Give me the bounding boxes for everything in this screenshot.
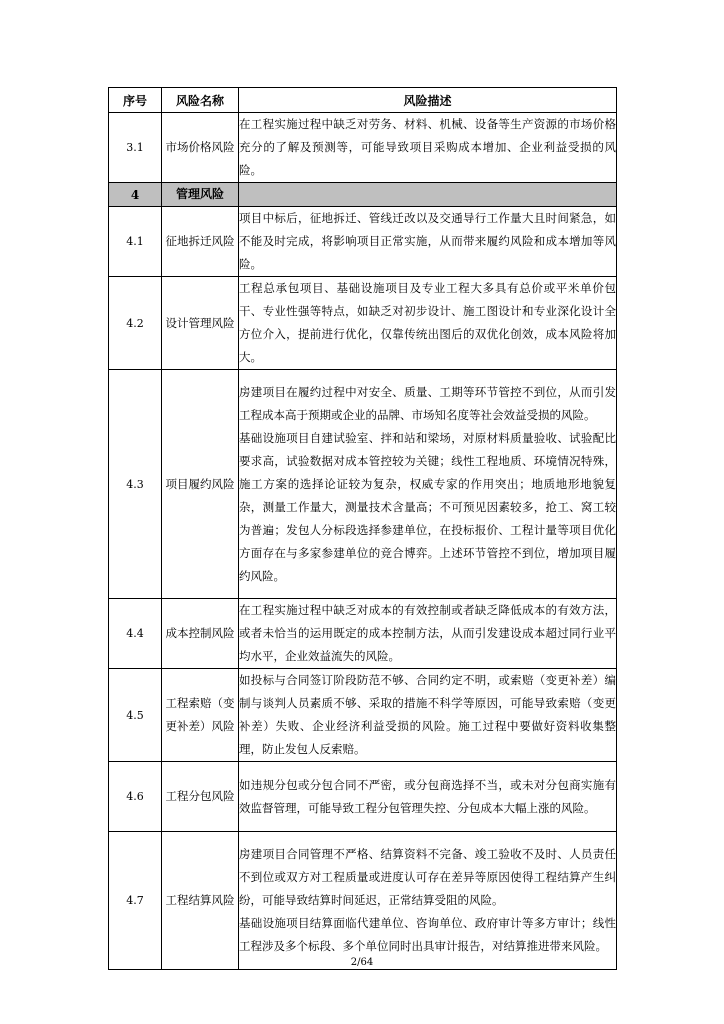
desc-paragraph: 基础设施项目自建试验室、拌和站和梁场，对原材料质量验收、试验配比要求高，试验数据对成本管控较为关键；线性工程地质、环境情况特殊，施工方案的选择论证较为复杂，权威专家的作用突出；地质地形地貌复杂，测量工作量大，测量技术含量高；不可预见因素较多，抢工、窝工较为普遍；发包人分标段选择参建单位，在投标报价、工程计量等项目优化方面存在与多家参建单位的竞合博弈。上述环节管控不到位，增加项目履约风险。 xyxy=(239,430,616,583)
page-number: 2/64 xyxy=(350,957,374,968)
table-row xyxy=(109,832,617,970)
row-risk-desc xyxy=(239,113,617,183)
row-risk-desc xyxy=(239,599,617,669)
table-row xyxy=(109,599,617,669)
table-row xyxy=(109,669,617,762)
table-row xyxy=(109,113,617,183)
section-name: 管理风险 xyxy=(162,183,239,207)
header-no: 序号 xyxy=(109,88,162,113)
row-risk-name: 市场价格风险 xyxy=(162,113,239,183)
desc-paragraph: 工程总承包项目、基础设施项目及专业工程大多具有总价或平米单价包干、专业性强等特点，如缺乏对初步设计、施工图设计和专业深化设计全方位介入，提前进行优化，仅靠传统出图后的双优化创效，成本风险将加大。 xyxy=(239,281,616,364)
row-risk-desc xyxy=(239,832,617,970)
row-risk-desc xyxy=(239,669,617,762)
row-no: 4.5 xyxy=(109,669,162,762)
row-no: 4.3 xyxy=(109,370,162,599)
desc-paragraph: 在工程实施过程中缺乏对成本的有效控制或者缺乏降低成本的有效方法，或者未恰当的运用既定的成本控制方法，从而引发建设成本超过同行业平均水平，企业效益流失的风险。 xyxy=(239,603,616,663)
row-risk-desc xyxy=(239,370,617,599)
section-desc xyxy=(239,183,617,207)
desc-paragraph: 项目中标后，征地拆迁、管线迁改以及交通导行工作量大且时间紧急，如不能及时完成，将影响项目正常实施，从而带来履约风险和成本增加等风险。 xyxy=(239,211,616,271)
row-risk-desc xyxy=(239,207,617,277)
table-header-row xyxy=(109,88,617,113)
row-risk-desc xyxy=(239,277,617,370)
row-risk-name: 工程索赔（变更补差）风险 xyxy=(162,669,239,762)
header-name: 风险名称 xyxy=(162,88,239,113)
row-risk-name: 工程分包风险 xyxy=(162,762,239,832)
desc-paragraph: 房建项目合同管理不严格、结算资料不完备、竣工验收不及时、人员责任不到位或双方对工程质量或进度认可存在差异等原因使得工程结算产生纠纷，可能导致结算时间延迟，正常结算受阻的风险。 xyxy=(239,847,616,907)
row-no: 4.1 xyxy=(109,207,162,277)
row-risk-name: 项目履约风险 xyxy=(162,370,239,599)
desc-paragraph: 在工程实施过程中缺乏对劳务、材料、机械、设备等生产资源的市场价格充分的了解及预测等，可能导致项目采购成本增加、企业利益受损的风险。 xyxy=(239,117,616,177)
desc-paragraph: 如违规分包或分包合同不严密，或分包商选择不当，或未对分包商实施有效监督管理，可能导致工程分包管理失控、分包成本大幅上涨的风险。 xyxy=(239,777,616,815)
row-no: 3.1 xyxy=(109,113,162,183)
table-row xyxy=(109,207,617,277)
table-row xyxy=(109,370,617,599)
row-risk-desc xyxy=(239,762,617,832)
row-risk-name: 征地拆迁风险 xyxy=(162,207,239,277)
row-risk-name: 成本控制风险 xyxy=(162,599,239,669)
table-row xyxy=(109,277,617,370)
desc-paragraph: 房建项目在履约过程中对安全、质量、工期等环节管控不到位，从而引发工程成本高于预期或企业的品牌、市场知名度等社会效益受损的风险。 xyxy=(239,384,616,422)
desc-paragraph: 如投标与合同签订阶段防范不够、合同约定不明，或索赔（变更补差）编制与谈判人员素质不够、采取的措施不科学等原因，可能导致索赔（变更补差）失败、企业经济利益受损的风险。施工过程中要做好资料收集整理，防止发包人反索赔。 xyxy=(239,673,616,756)
section-row xyxy=(109,183,617,207)
table-row xyxy=(109,762,617,832)
header-desc: 风险描述 xyxy=(239,88,617,113)
row-no: 4.2 xyxy=(109,277,162,370)
row-no: 4.6 xyxy=(109,762,162,832)
desc-paragraph: 基础设施项目结算面临代建单位、咨询单位、政府审计等多方审计；线性工程涉及多个标段、多个单位同时出具审计报告，对结算推进带来风险。 xyxy=(239,916,616,953)
row-risk-name: 设计管理风险 xyxy=(162,277,239,370)
row-no: 4.4 xyxy=(109,599,162,669)
row-risk-name: 工程结算风险 xyxy=(162,832,239,970)
row-no: 4.7 xyxy=(109,832,162,970)
risk-table xyxy=(108,87,617,970)
section-no: 4 xyxy=(109,183,162,207)
